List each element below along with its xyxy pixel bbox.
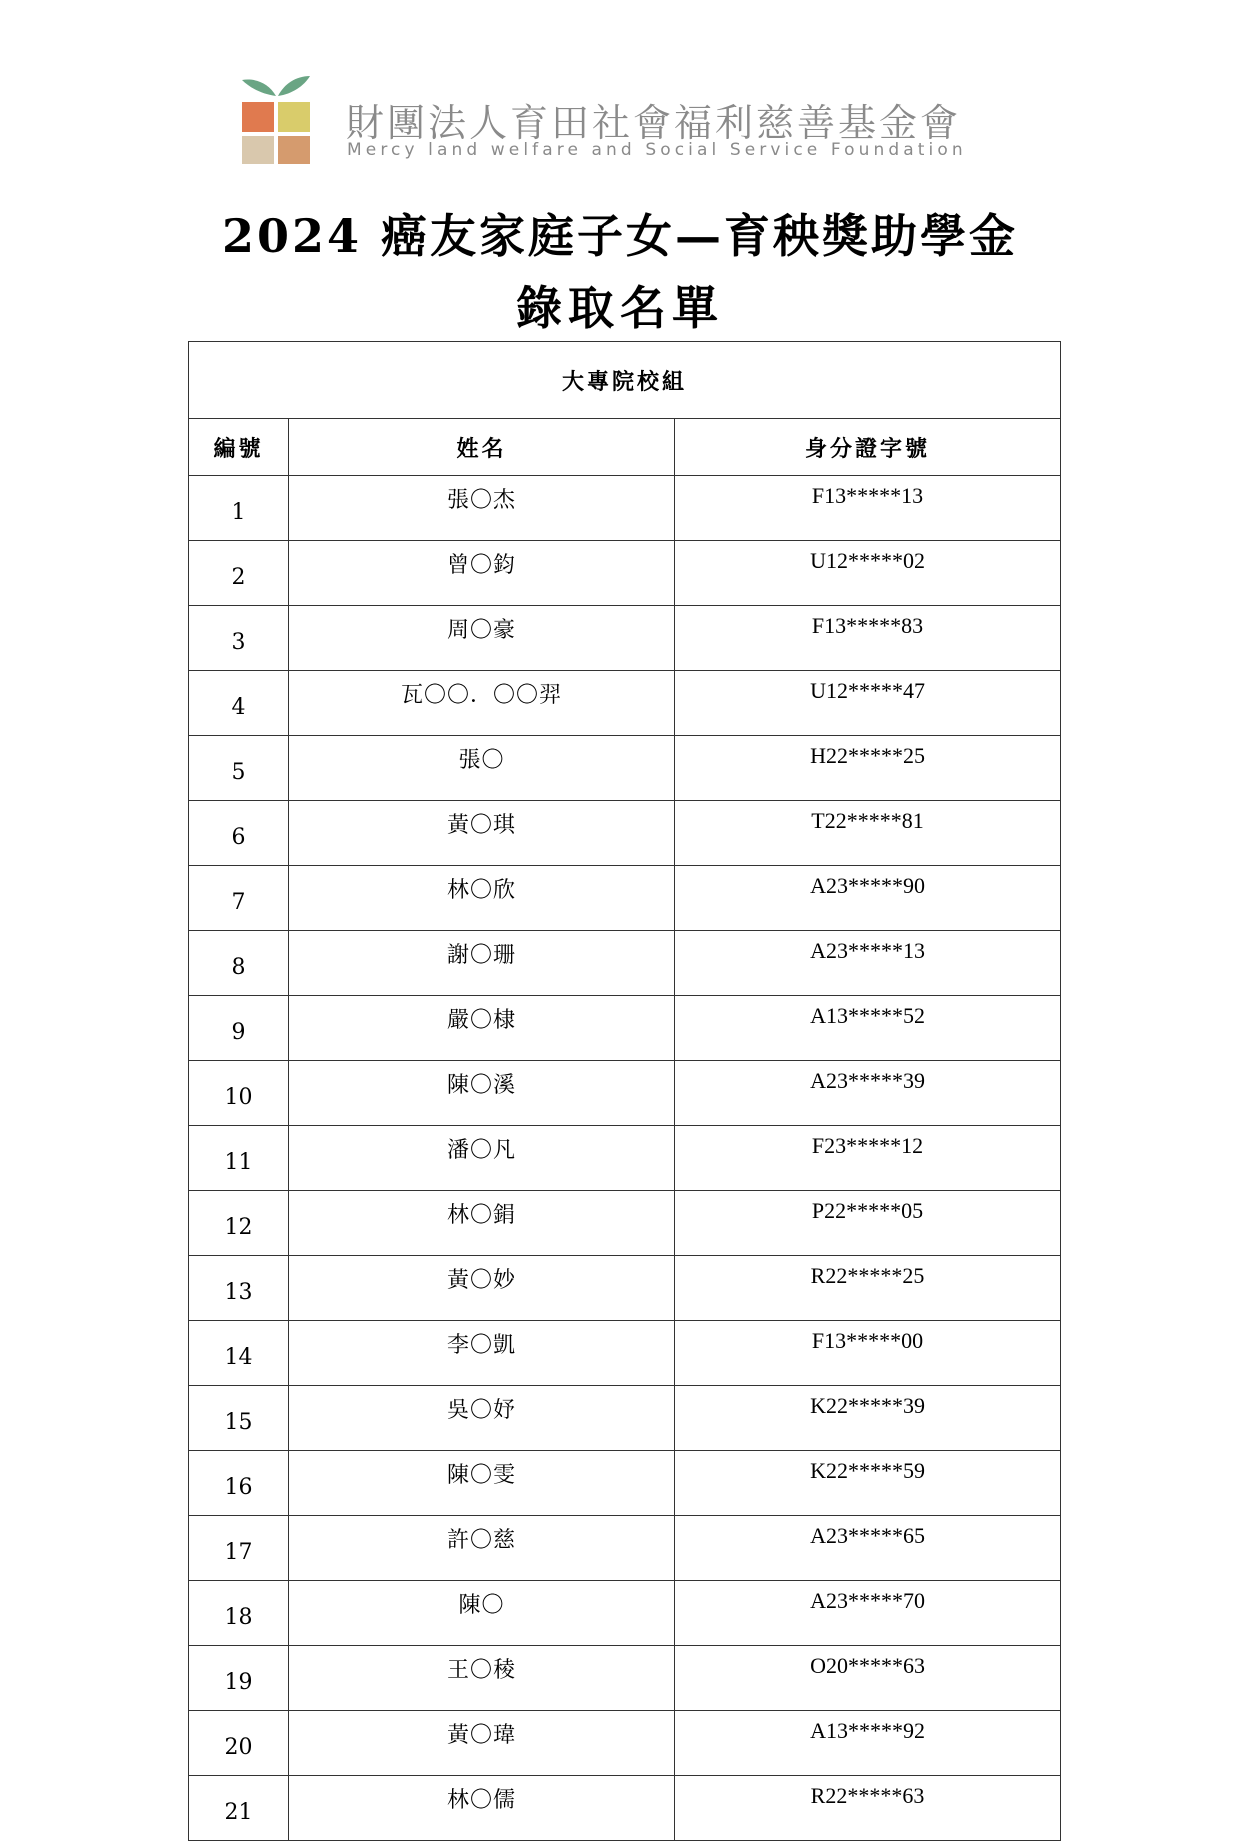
table-row xyxy=(189,931,1061,996)
table-row xyxy=(189,1256,1061,1321)
column-header-id: 身分證字號 xyxy=(675,419,1061,476)
table-row xyxy=(189,1321,1061,1386)
table-row xyxy=(189,1776,1061,1841)
admission-list-table xyxy=(188,341,1061,1841)
row-number: 3 xyxy=(189,606,289,671)
foundation-logo-icon xyxy=(240,74,312,166)
row-number: 10 xyxy=(189,1061,289,1126)
row-name: 周〇豪 xyxy=(289,606,675,671)
table-row xyxy=(189,1646,1061,1711)
row-id-number: U12*****47 xyxy=(675,671,1061,736)
row-id-number: P22*****05 xyxy=(675,1191,1061,1256)
table-row xyxy=(189,866,1061,931)
row-number: 4 xyxy=(189,671,289,736)
row-name: 林〇欣 xyxy=(289,866,675,931)
group-header-row xyxy=(189,342,1061,419)
table-row xyxy=(189,1581,1061,1646)
row-id-number: A13*****92 xyxy=(675,1711,1061,1776)
row-id-number: A13*****52 xyxy=(675,996,1061,1061)
row-number: 9 xyxy=(189,996,289,1061)
group-label: 大專院校組 xyxy=(189,342,1061,419)
table-row xyxy=(189,1061,1061,1126)
row-id-number: F23*****12 xyxy=(675,1126,1061,1191)
row-id-number: A23*****13 xyxy=(675,931,1061,996)
row-number: 15 xyxy=(189,1386,289,1451)
row-number: 18 xyxy=(189,1581,289,1646)
row-name: 黃〇琪 xyxy=(289,801,675,866)
foundation-header xyxy=(240,74,1000,170)
row-id-number: F13*****13 xyxy=(675,476,1061,541)
row-id-number: H22*****25 xyxy=(675,736,1061,801)
row-number: 14 xyxy=(189,1321,289,1386)
column-header-row xyxy=(189,419,1061,476)
row-name: 曾〇鈞 xyxy=(289,541,675,606)
table-row xyxy=(189,476,1061,541)
foundation-name-english: Mercy land welfare and Social Service Foundation xyxy=(347,140,967,160)
row-name: 陳〇 xyxy=(289,1581,675,1646)
row-number: 13 xyxy=(189,1256,289,1321)
row-number: 16 xyxy=(189,1451,289,1516)
row-name: 林〇儒 xyxy=(289,1776,675,1841)
row-name: 林〇鋗 xyxy=(289,1191,675,1256)
row-number: 2 xyxy=(189,541,289,606)
row-name: 黃〇瑋 xyxy=(289,1711,675,1776)
row-id-number: K22*****59 xyxy=(675,1451,1061,1516)
row-name: 黃〇妙 xyxy=(289,1256,675,1321)
row-name: 嚴〇棣 xyxy=(289,996,675,1061)
row-number: 7 xyxy=(189,866,289,931)
table-row xyxy=(189,541,1061,606)
table-row xyxy=(189,1711,1061,1776)
row-id-number: A23*****90 xyxy=(675,866,1061,931)
row-id-number: A23*****65 xyxy=(675,1516,1061,1581)
row-name: 吳〇妤 xyxy=(289,1386,675,1451)
row-name: 潘〇凡 xyxy=(289,1126,675,1191)
row-number: 12 xyxy=(189,1191,289,1256)
row-id-number: O20*****63 xyxy=(675,1646,1061,1711)
table-row xyxy=(189,1516,1061,1581)
table-row xyxy=(189,996,1061,1061)
row-id-number: A23*****70 xyxy=(675,1581,1061,1646)
row-name: 李〇凱 xyxy=(289,1321,675,1386)
row-number: 8 xyxy=(189,931,289,996)
row-number: 21 xyxy=(189,1776,289,1841)
row-number: 20 xyxy=(189,1711,289,1776)
row-name: 許〇慈 xyxy=(289,1516,675,1581)
table-row xyxy=(189,671,1061,736)
row-name: 陳〇溪 xyxy=(289,1061,675,1126)
row-number: 6 xyxy=(189,801,289,866)
table-row xyxy=(189,1191,1061,1256)
row-name: 張〇杰 xyxy=(289,476,675,541)
row-number: 11 xyxy=(189,1126,289,1191)
row-name: 謝〇珊 xyxy=(289,931,675,996)
table-row xyxy=(189,801,1061,866)
row-name: 張〇 xyxy=(289,736,675,801)
row-number: 5 xyxy=(189,736,289,801)
document-title: 2024 癌友家庭子女—育秧獎助學金 xyxy=(221,209,1019,263)
row-name: 瓦〇〇．〇〇羿 xyxy=(289,671,675,736)
document-subtitle: 錄取名單 xyxy=(516,281,724,335)
table-row xyxy=(189,1451,1061,1516)
table-row xyxy=(189,736,1061,801)
column-header-number: 編號 xyxy=(189,419,289,476)
column-header-name: 姓名 xyxy=(289,419,675,476)
table-row xyxy=(189,1386,1061,1451)
table-body xyxy=(189,476,1061,1841)
row-number: 1 xyxy=(189,476,289,541)
row-id-number: F13*****83 xyxy=(675,606,1061,671)
row-id-number: A23*****39 xyxy=(675,1061,1061,1126)
row-id-number: R22*****63 xyxy=(675,1776,1061,1841)
row-id-number: F13*****00 xyxy=(675,1321,1061,1386)
row-id-number: U12*****02 xyxy=(675,541,1061,606)
row-name: 陳〇雯 xyxy=(289,1451,675,1516)
table-row xyxy=(189,1126,1061,1191)
table-row xyxy=(189,606,1061,671)
row-number: 17 xyxy=(189,1516,289,1581)
row-name: 王〇稜 xyxy=(289,1646,675,1711)
row-number: 19 xyxy=(189,1646,289,1711)
foundation-name-chinese: 財團法人育田社會福利慈善基金會 xyxy=(346,101,962,145)
row-id-number: T22*****81 xyxy=(675,801,1061,866)
row-id-number: R22*****25 xyxy=(675,1256,1061,1321)
row-id-number: K22*****39 xyxy=(675,1386,1061,1451)
